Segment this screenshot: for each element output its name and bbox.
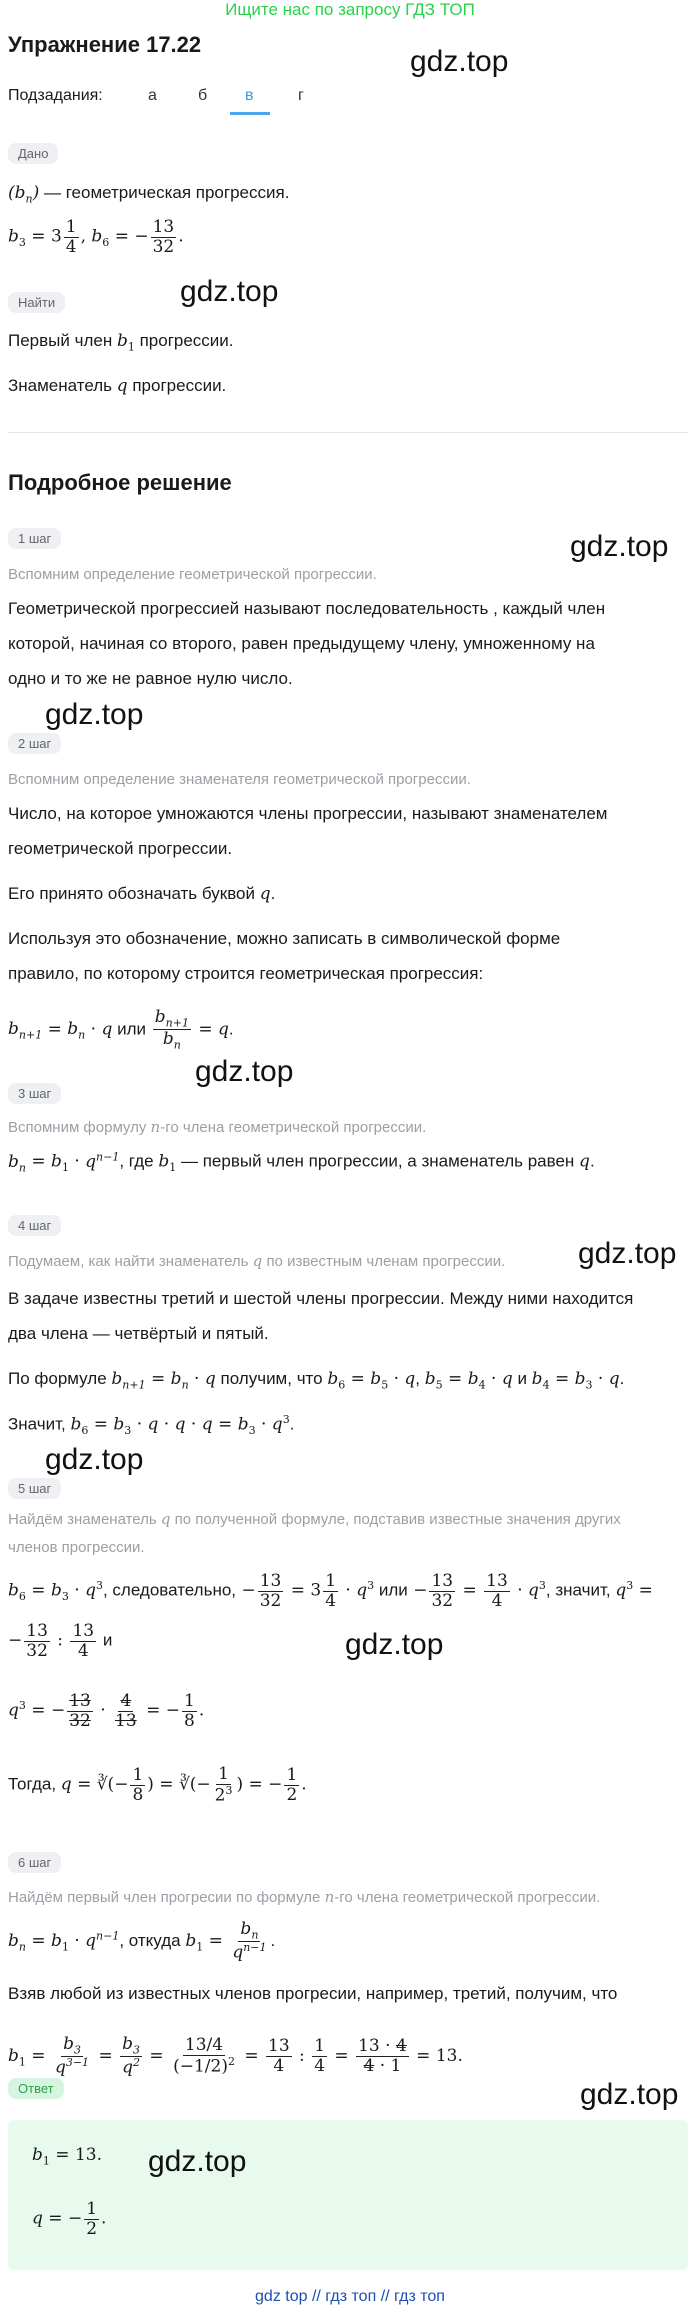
- tab-g[interactable]: г: [298, 87, 304, 104]
- step-badge: 3 шаг: [8, 1083, 61, 1104]
- given-values: $b_3 = 3$ $\frac{1}{4}$ , $b_6$ = − $\frac{13}{32}$ .: [8, 217, 184, 257]
- answer-first-term: $b_1 = 13$.: [32, 2145, 102, 2168]
- step1-text: Геометрической прогрессией называют последовательность , каждый член: [8, 599, 606, 618]
- step4-text: два члена — четвёртый и пятый.: [8, 1324, 269, 1343]
- solution-title: Подробное решение: [8, 470, 232, 495]
- step2-text: правило, по которому строится геометрическая прогрессия:: [8, 964, 484, 983]
- active-tab-indicator: [230, 112, 270, 115]
- step5-hint: членов прогрессии.: [8, 1539, 145, 1556]
- watermark: gdz.top: [570, 530, 669, 563]
- step2-text: Его принято обозначать буквой q.: [8, 884, 276, 904]
- watermark: gdz.top: [148, 2145, 247, 2178]
- step1-text: одно и то же не равное нулю число.: [8, 669, 293, 688]
- answer-box: [8, 2120, 688, 2270]
- find-badge: Найти: [8, 292, 65, 313]
- step-badge: 1 шаг: [8, 528, 61, 549]
- given-badge: Дано: [8, 143, 58, 164]
- find-ratio: Знаменатель q прогрессии.: [8, 376, 227, 396]
- step-badge: 5 шаг: [8, 1478, 61, 1499]
- find-first-term: Первый член $b_1$ прогрессии.: [8, 331, 234, 354]
- step5-formula: Тогда, q = ∛(− $\frac{1}{8}$ ) = ∛(− $\frac{1}{2^3}$ ) = − $\frac{1}{2}$ .: [8, 1764, 307, 1806]
- answer-badge: Ответ: [8, 2078, 64, 2099]
- watermark: gdz.top: [180, 275, 279, 308]
- subtasks-label: Подзадания:: [8, 87, 103, 104]
- step-badge: 4 шаг: [8, 1215, 61, 1236]
- step5-formula: $q^3$ = − $\frac{13}{32}$ · $\frac{4}{13}$ = − $\frac{1}{8}$ .: [8, 1691, 205, 1731]
- tab-b[interactable]: б: [198, 87, 208, 104]
- step6-formula: $b_n = b_1 \cdot q^{n-1}$, откуда $b_1$ = $\frac{b_n}{q^{n-1}}$ .: [8, 1919, 276, 1964]
- step4-text: Значит, $b_6 = b_3 \cdot q \cdot q \cdot q = b_3 \cdot q^3$.: [8, 1413, 295, 1438]
- step2-text: геометрической прогрессии.: [8, 839, 233, 858]
- watermark: gdz.top: [45, 1443, 144, 1476]
- step3-hint: Вспомним формулу n-го члена геометрической прогрессии.: [8, 1118, 427, 1136]
- step5-formula: − $\frac{13}{32}$ : $\frac{13}{4}$ и: [8, 1621, 113, 1661]
- step4-hint: Подумаем, как найти знаменатель q по известным членам прогрессии.: [8, 1252, 506, 1270]
- step2-text: Используя это обозначение, можно записать в символической форме: [8, 929, 561, 948]
- page-title: Упражнение 17.22: [8, 32, 202, 57]
- step2-formula: $b_{n+1} = b_n \cdot q$ или $\frac{b_{n+1}}{b_n}$ = q.: [8, 1007, 234, 1052]
- watermark: gdz.top: [195, 1055, 294, 1088]
- watermark: gdz.top: [580, 2078, 679, 2111]
- step-badge: 6 шаг: [8, 1852, 61, 1873]
- step5-formula: $b_6 = b_3 \cdot q^3$, следовательно, − $\frac{13}{32}$ = 3 $\frac{1}{4}$ · $q^3$ или − $\frac{13}{32}$ = $\frac{13}{4}$ · $q^3$, значит, $q^3$ =: [8, 1571, 653, 1611]
- tab-a[interactable]: а: [148, 87, 157, 104]
- answer-ratio: q = − $\frac{1}{2}$ .: [32, 2199, 107, 2239]
- step6-hint: Найдём первый член прогресии по формуле n-го члена геометрической прогрессии.: [8, 1888, 601, 1906]
- step4-text: По формуле $b_{n+1} = b_n \cdot q$ получим, что $b_6 = b_5 \cdot q$, $b_5 = b_4 \cdot q$ и $b_4 = b_3 \cdot q$.: [8, 1369, 625, 1392]
- step4-text: В задаче известны третий и шестой члены прогрессии. Между ними находится: [8, 1289, 634, 1308]
- step3-formula: $b_n = b_1 \cdot q^{n-1}$, где $b_1$ — первый член прогрессии, а знаменатель равен q.: [8, 1150, 595, 1175]
- watermark: gdz.top: [45, 698, 144, 731]
- given-progression: $(b_n)$ — геометрическая прогрессия.: [8, 183, 290, 206]
- watermark: gdz.top: [578, 1237, 677, 1270]
- watermark: gdz.top: [345, 1628, 444, 1661]
- step1-text: которой, начиная со второго, равен предыдущему члену, умноженному на: [8, 634, 595, 653]
- step6-formula: $b_1$ = $\frac{b_3}{q^{3-1}}$ = $\frac{b_3}{q^2}$ = $\frac{13/4}{(-1/2)^2}$ = $\frac{13}{4}$ : $\frac{1}{4}$ = $\frac{13 \cdot 4}{4 \cdot 1}$ = 13.: [8, 2034, 463, 2079]
- step5-hint: Найдём знаменатель q по полученной формуле, подставив известные значения других: [8, 1510, 621, 1528]
- top-search-banner[interactable]: Ищите нас по запросу ГДЗ ТОП: [225, 0, 475, 19]
- step-badge: 2 шаг: [8, 733, 61, 754]
- step6-text: Взяв любой из известных членов прогресии, например, третий, получим, что: [8, 1984, 618, 2003]
- step2-hint: Вспомним определение знаменателя геометрической прогрессии.: [8, 771, 471, 788]
- step2-text: Число, на которое умножаются члены прогрессии, называют знаменателем: [8, 804, 608, 823]
- divider: [8, 432, 688, 433]
- watermark: gdz.top: [410, 45, 509, 78]
- step1-hint: Вспомним определение геометрической прогрессии.: [8, 566, 377, 583]
- tab-v[interactable]: в: [245, 87, 254, 104]
- footer-links[interactable]: gdz top // гдз топ // гдз топ: [255, 2288, 445, 2305]
